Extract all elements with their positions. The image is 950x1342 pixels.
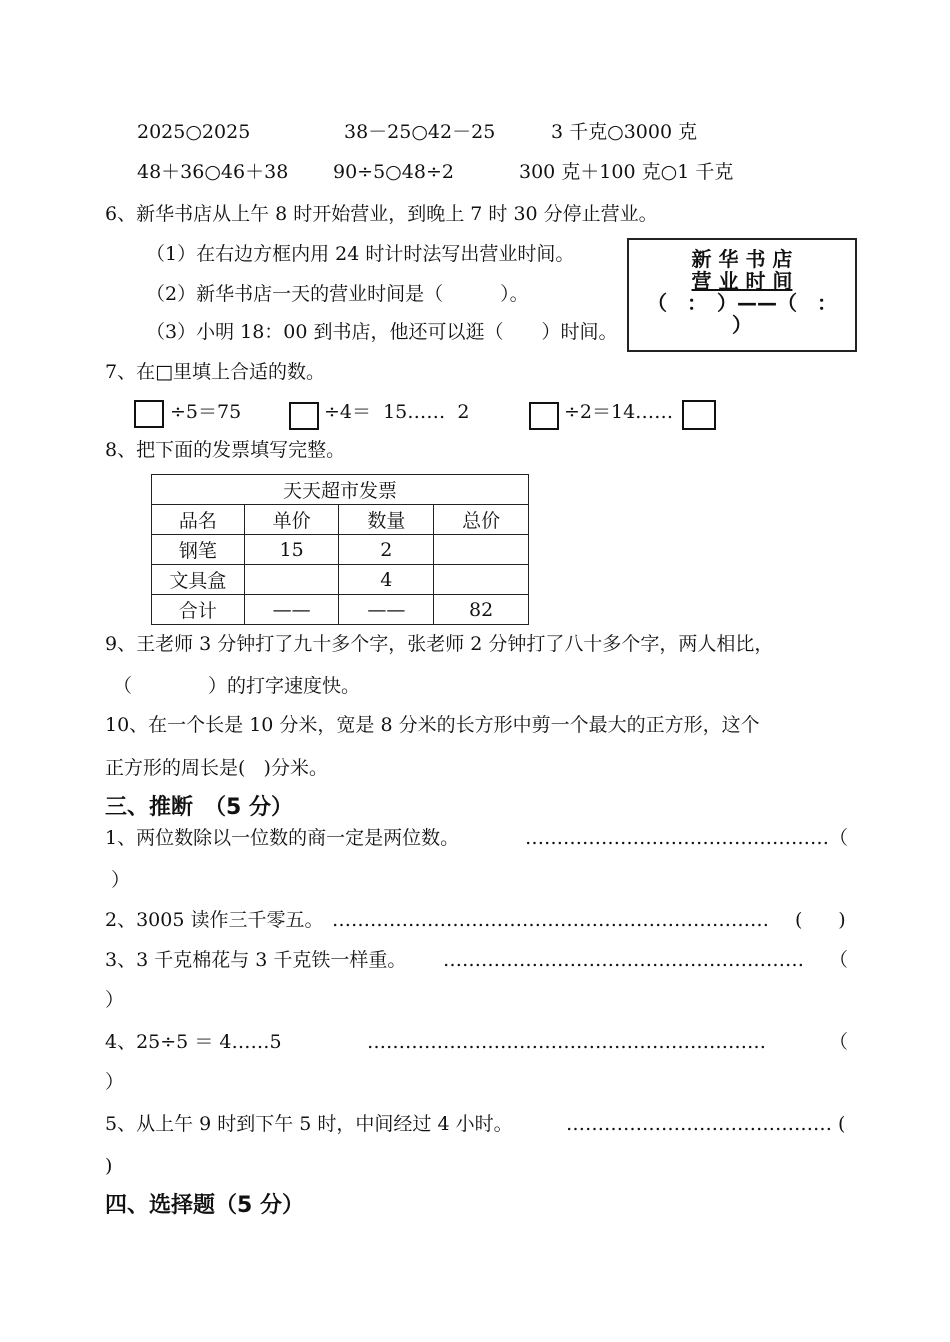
invoice-table [151, 474, 529, 625]
q6-sub3: （3）小明 18：00 到书店，他还可以逛（ ）时间。 [146, 321, 618, 343]
invoice-title: 天天超市发票 [152, 475, 529, 505]
judge-3-close: ） [105, 989, 125, 1011]
invoice-header: 数量 [339, 505, 434, 535]
invoice-row [152, 565, 529, 595]
q10-line1: 10、在一个长是 10 分米，宽是 8 分米的长方形中剪一个最大的正方形，这个 [105, 714, 760, 736]
judge-5-close: ) [105, 1155, 113, 1177]
section3-title: 三、推断 （5 分） [105, 795, 293, 820]
answer-box-3[interactable] [529, 402, 559, 430]
q9-line2: （ ）的打字速度快。 [113, 675, 361, 697]
invoice-header: 单价 [244, 505, 339, 535]
invoice-cell-blank[interactable] [434, 565, 529, 595]
judge-1-close: ） [111, 869, 131, 891]
compare-2b: 90÷5○48÷2 [333, 161, 454, 183]
answer-box-1[interactable] [134, 400, 164, 428]
section4-title: 四、选择题（5 分） [105, 1193, 304, 1218]
q8-stem: 8、把下面的发票填写完整。 [105, 439, 346, 461]
judge-4-dots: ……………………………………………………… [367, 1031, 766, 1053]
judge-4-close: ） [105, 1071, 125, 1093]
judge-1-text: 1、两位数除以一位数的商一定是两位数。 [105, 827, 460, 849]
invoice-cell: 钢笔 [152, 535, 245, 565]
invoice-cell: 合计 [152, 595, 245, 625]
judge-3-open: （ [829, 949, 849, 971]
judge-2-dots: …………………………………………………………… [332, 909, 769, 931]
judge-2-text: 2、3005 读作三千零五。 [105, 909, 324, 931]
q7-stem: 7、在□里填上合适的数。 [105, 361, 326, 383]
invoice-header: 品名 [152, 505, 245, 535]
invoice-cell: —— [244, 595, 339, 625]
q6-stem: 6、新华书店从上午 8 时开始营业，到晚上 7 时 30 分停止营业。 [105, 203, 658, 225]
invoice-cell: 82 [434, 595, 529, 625]
invoice-cell: 15 [244, 535, 339, 565]
judge-1-open: （ [829, 827, 849, 849]
store-box-time-end: ） [732, 313, 752, 337]
q10-line2: 正方形的周长是( )分米。 [105, 757, 328, 779]
store-box-time: （ ： ）——（ ： [647, 291, 837, 315]
answer-box-4[interactable] [682, 400, 716, 430]
invoice-row [152, 595, 529, 625]
q7-eq3: ÷2＝14…… [564, 401, 674, 423]
invoice-cell: 2 [339, 535, 434, 565]
invoice-header-row [152, 505, 529, 535]
q6-sub1: （1）在右边方框内用 24 时计时法写出营业时间。 [146, 243, 575, 265]
judge-5-open: ( [838, 1113, 846, 1135]
q7-eq1: ÷5＝75 [170, 401, 242, 423]
answer-box-2[interactable] [289, 402, 319, 430]
compare-1b: 38－25○42－25 [344, 121, 496, 143]
compare-2c: 300 克＋100 克○1 千克 [519, 161, 734, 183]
q7-eq2: ÷4＝ 15…… 2 [324, 401, 470, 423]
judge-5-text: 5、从上午 9 时到下午 5 时，中间经过 4 小时。 [105, 1113, 513, 1135]
invoice-cell-blank[interactable] [434, 535, 529, 565]
compare-1a: 2025○2025 [137, 121, 251, 143]
judge-5-dots: …………………………………… [566, 1113, 832, 1135]
invoice-cell: 4 [339, 565, 434, 595]
judge-2-open: ( [795, 909, 803, 931]
judge-4-text: 4、25÷5 ＝ 4……5 [105, 1031, 282, 1053]
judge-3-text: 3、3 千克棉花与 3 千克铁一样重。 [105, 949, 407, 971]
compare-2a: 48＋36○46＋38 [137, 161, 289, 183]
store-hours-box [627, 238, 857, 352]
invoice-row [152, 535, 529, 565]
judge-4-open: （ [829, 1031, 849, 1053]
invoice-cell-blank[interactable] [244, 565, 339, 595]
compare-1c: 3 千克○3000 克 [551, 121, 698, 143]
judge-3-dots: ………………………………………………… [443, 949, 804, 971]
q9-line1: 9、王老师 3 分钟打了九十多个字，张老师 2 分钟打了八十多个字，两人相比， [105, 633, 774, 655]
invoice-cell: 文具盒 [152, 565, 245, 595]
judge-2-close: ) [808, 909, 846, 931]
q6-sub2: （2）新华书店一天的营业时间是（ ）。 [146, 283, 529, 305]
store-box-title: 新 华 书 店 [691, 247, 793, 271]
invoice-header: 总价 [434, 505, 529, 535]
invoice-cell: —— [339, 595, 434, 625]
judge-1-dots: ………………………………………… [525, 827, 829, 849]
store-box-subtitle: 营 业 时 间 [691, 269, 793, 293]
